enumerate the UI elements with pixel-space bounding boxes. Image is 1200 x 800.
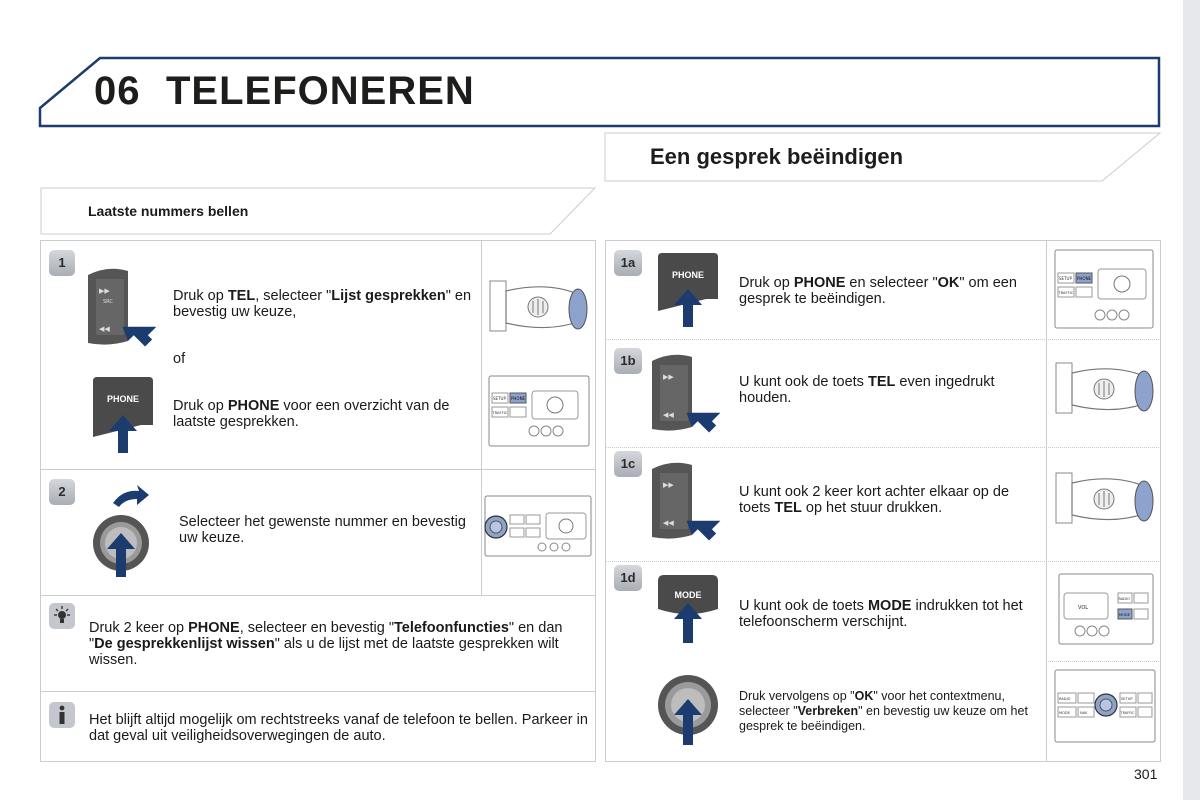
left-row-divider-3: [41, 691, 596, 692]
step-badge-1c: 1c: [614, 451, 642, 477]
phone-key-label: PHONE: [106, 394, 140, 404]
phone-key-label-1a: PHONE: [671, 270, 705, 280]
svg-text:▶▶: ▶▶: [99, 287, 110, 295]
radio-mode-label: MODE: [1119, 613, 1130, 617]
info-icon: [49, 702, 75, 728]
right-row-divider-1: [606, 339, 1161, 340]
step-badge-1: 1: [49, 250, 75, 276]
radio-traffic-label-1a: TRAFFIC: [1058, 291, 1074, 295]
step-1b-text-right: U kunt ook de toets TEL even ingedrukt houden.: [739, 374, 995, 406]
left-col-divider: [481, 241, 482, 595]
svg-text:▶▶: ▶▶: [663, 481, 674, 489]
svg-text:◀◀: ◀◀: [663, 519, 674, 527]
left-row-divider-2: [41, 595, 596, 596]
steering-stalk-icon: [86, 265, 158, 347]
steering-control-illustration-1c: [1054, 469, 1156, 529]
mode-key-icon: [656, 573, 720, 645]
step-1b-text: Druk op PHONE voor een overzicht van de laatste gesprekken.: [173, 398, 450, 430]
chapter-title: TELEFONEREN: [166, 69, 475, 113]
step-badge-1d: 1d: [614, 565, 642, 591]
radio-nav-label-ok: NAV: [1080, 711, 1088, 715]
page-number: 301: [1134, 766, 1158, 782]
chapter-header: [38, 56, 1161, 128]
radio-phone-label: PHONE: [511, 396, 526, 401]
svg-text:SRC: SRC: [103, 299, 113, 305]
radio-setup-label: SETUP: [493, 396, 506, 401]
section-title: Een gesprek beëindigen: [650, 144, 904, 169]
right-panel: [605, 240, 1161, 762]
radio-radio-label-ok: RADIO: [1059, 697, 1071, 701]
step-1d-text-right: U kunt ook de toets MODE indrukken tot het telefoonscherm verschijnt.: [739, 598, 1023, 630]
steering-control-illustration: [488, 277, 590, 337]
radio-radio-label: RADIO: [1118, 597, 1130, 601]
radio-setup-label-1a: SETUP: [1059, 276, 1072, 281]
radio-mode-illustration: [1058, 573, 1154, 645]
final-step-text: Druk vervolgens op "OK" voor het contextmenu, selecteer "Verbreken" en bevestig uw keuze om het gesprek te beëindigen.: [739, 689, 1028, 733]
svg-text:▶▶: ▶▶: [663, 373, 674, 381]
tip-lightbulb-icon: [49, 603, 75, 629]
phone-key-icon: [91, 375, 155, 455]
left-heading-box: [40, 187, 597, 235]
rotary-knob-icon-ok: [656, 673, 720, 747]
step-badge-2: 2: [49, 479, 75, 505]
radio-traffic-label-ok: TRAFFIC: [1120, 711, 1135, 715]
section-title-box: [604, 132, 1162, 182]
right-row-divider-4: [1046, 661, 1161, 662]
radio-vol-label: VOL: [1078, 605, 1089, 611]
tip-text: Druk 2 keer op PHONE, selecteer en bevestig "Telefoonfuncties" en dan "De gesprekkenlijst wissen" als u de lijst met de laatste gesprekken wilt wissen.: [89, 620, 563, 668]
step-1a-text-right: Druk op PHONE en selecteer "OK" om een gesprek te beëindigen.: [739, 275, 1017, 307]
step-1c-text-right: U kunt ook 2 keer kort achter elkaar op de toets TEL op het stuur drukken.: [739, 484, 1010, 516]
radio-traffic-label: TRAFFIC: [492, 411, 508, 415]
rotary-knob-icon: [89, 483, 159, 579]
mode-key-label: MODE: [674, 590, 702, 600]
or-text: of: [173, 351, 186, 367]
phone-key-icon-1a: [656, 251, 720, 329]
right-col-divider: [1046, 241, 1047, 761]
info-text: Het blijft altijd mogelijk om rechtstreeks vanaf de telefoon te bellen. Parkeer in dat geval uit veiligheidsoverwegingen de auto.: [89, 712, 588, 744]
right-row-divider-2: [606, 447, 1161, 448]
steering-control-illustration-1b: [1054, 359, 1156, 419]
steering-stalk-icon-1b: [650, 351, 722, 433]
radio-panel-illustration: [488, 375, 590, 447]
left-panel: [40, 240, 596, 762]
radio-setup-label-ok: SETUP: [1121, 697, 1133, 701]
radio-mode-label-ok: MODE: [1059, 711, 1070, 715]
step-1a-text: Druk op TEL, selecteer "Lijst gesprekken" en bevestig uw keuze,: [173, 288, 472, 320]
right-row-divider-3: [606, 561, 1161, 562]
radio-knob-illustration: [484, 495, 592, 557]
left-heading: Laatste nummers bellen: [88, 203, 249, 219]
radio-ok-illustration: [1054, 669, 1156, 743]
radio-phone-label-1a: PHONE: [1077, 276, 1092, 281]
steering-stalk-icon-1c: [650, 459, 722, 541]
step-badge-1b: 1b: [614, 348, 642, 374]
svg-text:◀◀: ◀◀: [99, 325, 110, 333]
step-2-text: Selecteer het gewenste nummer en bevestig uw keuze.: [179, 514, 466, 546]
svg-text:◀◀: ◀◀: [663, 411, 674, 419]
step-badge-1a: 1a: [614, 250, 642, 276]
radio-phone-illustration: [1054, 249, 1154, 329]
left-row-divider-1: [41, 469, 596, 470]
side-strip: [1183, 0, 1200, 800]
chapter-number: 06: [94, 69, 141, 113]
